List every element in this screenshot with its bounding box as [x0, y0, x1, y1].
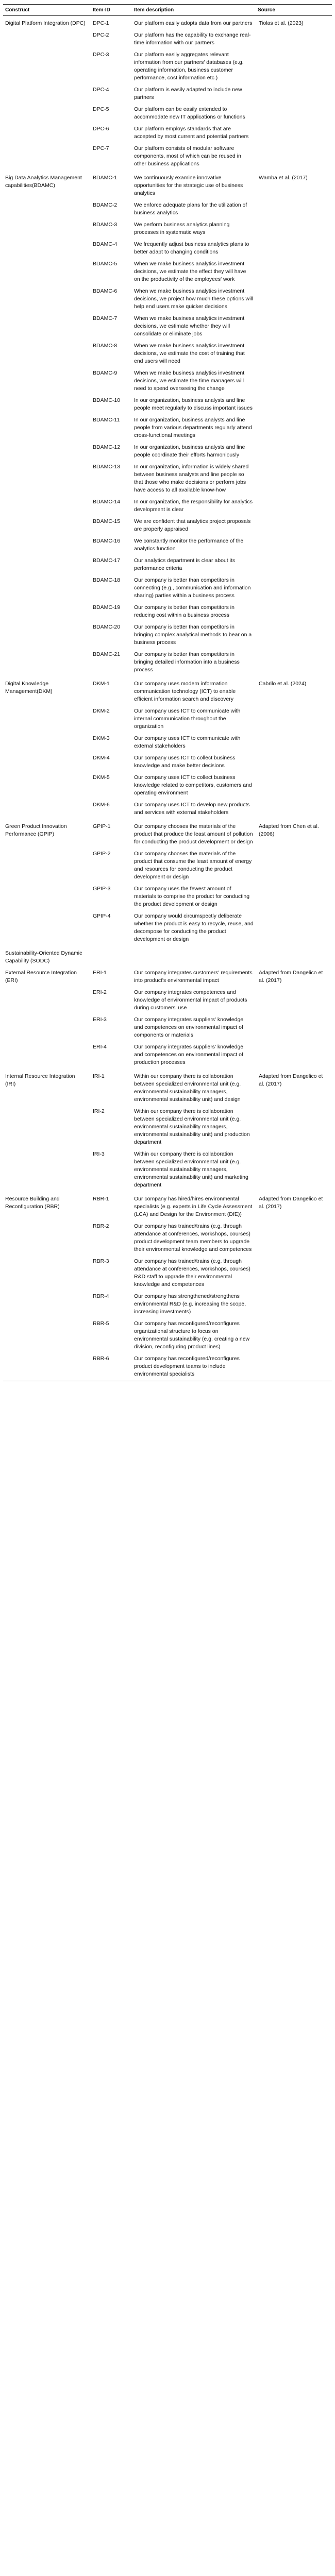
- construct-cell: [3, 1042, 91, 1069]
- item-description-cell: Our company uses ICT to communicate with internal communication throughout the organization: [134, 708, 241, 730]
- construct-cell: [3, 84, 91, 104]
- table-row: [3, 462, 332, 497]
- item-description-cell: Our company uses modern information communication technology (ICT) to enable efficient information search and discovery: [134, 681, 236, 702]
- item-id-cell: BDAMC-12: [93, 444, 121, 450]
- table-row: [3, 575, 332, 602]
- item-description-cell: We are confident that analytics project proposals are properly appraised: [134, 518, 251, 532]
- item-description-cell: Our company uses ICT to develop new products and services with external stakeholders: [134, 802, 250, 816]
- construct-cell: [3, 800, 91, 819]
- item-description-cell: Our company uses ICT to communicate with external stakeholders: [134, 735, 241, 749]
- item-id-cell: BDAMC-10: [93, 397, 121, 403]
- item-id-cell: DPC-1: [93, 20, 109, 26]
- header-construct: Construct: [3, 5, 91, 16]
- item-description-cell: Our company integrates customers' requirements into product's environmental impact: [134, 970, 253, 984]
- item-description-cell: Our platform can be easily extended to accommodate new IT applications or functions: [134, 106, 245, 120]
- item-description-cell: Our platform employs standards that are accepted by most current and potential partners: [134, 126, 249, 140]
- source-cell: [256, 1291, 332, 1318]
- item-id-cell: DPC-2: [93, 32, 109, 38]
- item-id-cell: GPIP-2: [93, 851, 111, 857]
- table-row: [3, 239, 332, 259]
- construct-cell: [3, 849, 91, 884]
- table-row: [3, 395, 332, 415]
- source-cell: [256, 1353, 332, 1381]
- table-row: [3, 1149, 332, 1192]
- item-id-cell: IRI-2: [93, 1108, 105, 1114]
- item-id-cell: BDAMC-6: [93, 288, 118, 294]
- item-description-cell: In our organization, business analysts and line people meet regularly to discuss important issues: [134, 397, 253, 411]
- construct-cell: [3, 497, 91, 516]
- header-item-description: Item description: [132, 5, 256, 16]
- table-row: [3, 313, 332, 341]
- table-row: [3, 1256, 332, 1291]
- source-cell: [256, 706, 332, 733]
- construct-cell: [3, 313, 91, 341]
- item-id-cell: ERI-1: [93, 970, 107, 976]
- item-id-cell: BDAMC-17: [93, 557, 121, 564]
- item-description-cell: In our organization, business analysts and line people coordinate their efforts harmoniously: [134, 444, 245, 458]
- construct-cell: [3, 219, 91, 239]
- construct-cell: [3, 1149, 91, 1192]
- table-row: [3, 16, 332, 30]
- item-description-cell: When we make business analytics investment decisions, we estimate the effect they will have on the productivity of the employees' work: [134, 261, 246, 282]
- table-row: [3, 200, 332, 219]
- construct-cell: [3, 239, 91, 259]
- construct-cell: [3, 415, 91, 442]
- source-cell: [256, 849, 332, 884]
- table-body: [3, 16, 332, 1381]
- item-id-cell: BDAMC-1: [93, 175, 118, 181]
- construct-cell: [3, 575, 91, 602]
- table-row: [3, 49, 332, 84]
- item-id-cell: ERI-2: [93, 989, 107, 995]
- table-row: [3, 849, 332, 884]
- table-row: [3, 753, 332, 772]
- source-cell: [256, 1221, 332, 1256]
- source-cell: [256, 987, 332, 1014]
- construct-cell: [3, 259, 91, 286]
- table-row: [3, 1192, 332, 1221]
- item-id-cell: RBR-6: [91, 1353, 132, 1381]
- item-id-cell: BDAMC-7: [93, 315, 118, 321]
- item-id-cell: RBR-1: [93, 1196, 109, 1202]
- source-cell: [256, 368, 332, 395]
- item-description-cell: Our company has hired/hires environmental specialists (e.g. experts in Life Cycle Assessment (LCA) and Design for the Environment (DfE)): [134, 1196, 253, 1217]
- measurement-items-table: [3, 4, 332, 1381]
- item-id-cell: GPIP-4: [93, 913, 111, 919]
- item-description-cell: Our platform easily aggregates relevant information from our partners' databases (e.g. operating information, business customer performance, cost information etc.): [134, 52, 244, 81]
- item-description-cell: Our company uses the fewest amount of materials to comprise the product for conducting the product development or design: [134, 886, 250, 907]
- item-id-cell: DKM-2: [93, 708, 110, 714]
- source-cell: Adapted from Dangelico et al. (2017): [259, 970, 323, 984]
- construct-cell: [3, 1291, 91, 1318]
- table-row: [3, 415, 332, 442]
- construct-cell: Green Product Innovation Performance (GPIP): [5, 823, 67, 837]
- item-id-cell: BDAMC-15: [93, 518, 121, 524]
- table-row: [3, 341, 332, 368]
- source-cell: [256, 259, 332, 286]
- source-cell: [256, 1256, 332, 1291]
- table-row: [3, 497, 332, 516]
- item-description-cell: Our company is better than competitors in bringing detailed information into a business process: [134, 651, 240, 673]
- item-description-cell: Our platform consists of modular software components, most of which can be reused in other business applications: [134, 145, 241, 167]
- header-item-id: Item-ID: [91, 5, 132, 16]
- source-cell: [256, 772, 332, 800]
- source-cell: [256, 124, 332, 143]
- item-description-cell: Our company uses ICT to collect business knowledge related to competitors, customers and operating environment: [134, 774, 252, 796]
- item-description-cell: We perform business analytics planning processes in systematic ways: [134, 222, 230, 235]
- source-cell: [256, 602, 332, 622]
- table-row: [3, 286, 332, 313]
- table-row: [3, 1353, 332, 1381]
- table-row: [3, 1014, 332, 1042]
- construct-cell: [3, 1318, 91, 1353]
- item-id-cell: BDAMC-13: [93, 464, 121, 470]
- table-row: [3, 555, 332, 575]
- item-id-cell: DPC-5: [93, 106, 109, 112]
- construct-cell: [3, 49, 91, 84]
- table-header-row: [3, 5, 332, 16]
- item-description-cell: Our company is better than competitors in bringing complex analytical methods to bear on a business process: [134, 624, 252, 646]
- source-cell: [256, 946, 332, 968]
- source-cell: [256, 462, 332, 497]
- item-id-cell: DPC-6: [93, 126, 109, 132]
- source-cell: [256, 516, 332, 536]
- construct-cell: [3, 462, 91, 497]
- source-cell: [256, 30, 332, 49]
- source-cell: [256, 341, 332, 368]
- item-id-cell: IRI-3: [93, 1151, 105, 1157]
- table-row: [3, 442, 332, 462]
- item-id-cell: BDAMC-3: [93, 222, 118, 228]
- source-cell: [256, 884, 332, 911]
- item-description-cell: In our organization, the responsibility for analytics development is clear: [134, 499, 253, 513]
- construct-cell: [3, 368, 91, 395]
- table-row: [3, 676, 332, 706]
- item-id-cell: RBR-2: [93, 1223, 109, 1229]
- source-cell: [256, 1042, 332, 1069]
- item-id-cell: GPIP-1: [93, 823, 111, 829]
- item-description-cell: Our company has strengthened/strengthens environmental R&D (e.g. increasing the scope, increasing investments): [134, 1293, 246, 1315]
- item-id-cell: BDAMC-8: [93, 343, 118, 349]
- item-id-cell: DKM-4: [93, 755, 110, 761]
- header-source: Source: [256, 5, 332, 16]
- table-row: [3, 30, 332, 49]
- item-description-cell: Our company has reconfigured/reconfigures product development teams to include environmental specialists: [132, 1353, 256, 1381]
- item-id-cell: BDAMC-19: [93, 604, 121, 611]
- table-header: [3, 5, 332, 16]
- table-row: [3, 622, 332, 649]
- construct-cell: [3, 622, 91, 649]
- construct-cell: [3, 341, 91, 368]
- item-id-cell: BDAMC-14: [93, 499, 121, 505]
- construct-cell: [3, 602, 91, 622]
- construct-cell: Resource Building and Reconfiguration (RBR): [5, 1196, 60, 1210]
- item-description-cell: We frequently adjust business analytics plans to better adapt to changing conditions: [134, 241, 249, 255]
- item-id-cell: BDAMC-16: [93, 538, 121, 544]
- item-id-cell: IRI-1: [93, 1073, 105, 1079]
- source-cell: Adapted from Chen et al. (2006): [259, 823, 319, 837]
- item-description-cell: Our platform easily adopts data from our partners: [134, 20, 253, 26]
- construct-cell: [3, 1014, 91, 1042]
- item-id-cell: BDAMC-11: [93, 417, 120, 423]
- source-cell: Adapted from Dangelico et al. (2017): [259, 1073, 323, 1087]
- table-row: [3, 602, 332, 622]
- item-description-cell: Our company uses ICT to collect business knowledge and make better decisions: [134, 755, 236, 769]
- item-description-cell: Our company chooses the materials of the product that produce the least amount of pollution for conducting the product development or design: [134, 823, 253, 845]
- construct-cell: [3, 987, 91, 1014]
- source-cell: [256, 1106, 332, 1149]
- item-description-cell: When we make business analytics investment decisions, we estimate the cost of training that end users will need: [134, 343, 245, 364]
- item-description-cell: [132, 946, 256, 968]
- source-cell: [256, 536, 332, 555]
- table-row: [3, 1106, 332, 1149]
- construct-cell: [3, 1256, 91, 1291]
- item-id-cell: DPC-7: [93, 145, 109, 151]
- construct-cell: [3, 200, 91, 219]
- construct-cell: [3, 649, 91, 676]
- item-id-cell: DKM-1: [93, 681, 110, 687]
- table-row: [3, 368, 332, 395]
- item-id-cell: ERI-3: [93, 1016, 107, 1023]
- table-row: [3, 124, 332, 143]
- source-cell: [256, 49, 332, 84]
- item-description-cell: We constantly monitor the performance of the analytics function: [134, 538, 244, 552]
- table-row: [3, 219, 332, 239]
- item-id-cell: [91, 946, 132, 968]
- table-row: [3, 884, 332, 911]
- item-description-cell: When we make business analytics investment decisions, we project how much these options will help end users make quicker decisions: [134, 288, 254, 310]
- source-cell: [256, 395, 332, 415]
- construct-cell: [3, 753, 91, 772]
- construct-cell: [3, 1221, 91, 1256]
- construct-cell: Digital Platform Integration (DPC): [5, 20, 86, 26]
- source-cell: [256, 753, 332, 772]
- item-description-cell: Our platform has the capability to exchange real-time information with our partners: [134, 32, 251, 46]
- item-id-cell: BDAMC-4: [93, 241, 118, 247]
- source-cell: [256, 911, 332, 946]
- source-cell: [256, 733, 332, 753]
- source-cell: [256, 104, 332, 124]
- item-id-cell: BDAMC-20: [93, 624, 121, 630]
- construct-cell: [3, 143, 91, 171]
- construct-cell: [3, 124, 91, 143]
- item-description-cell: Our company has reconfigured/reconfigures organizational structure to focus on environmental sustainability (e.g. creating a new division, reconfiguring product lines): [134, 1320, 250, 1350]
- item-description-cell: Within our company there is collaboration between specialized environmental unit (e.g. environmental sustainability managers, environmental sustainability unit) and marketing department: [134, 1151, 248, 1188]
- construct-cell: [3, 442, 91, 462]
- item-id-cell: DKM-3: [93, 735, 110, 741]
- table-row: [3, 772, 332, 800]
- construct-cell: [3, 286, 91, 313]
- source-cell: Wamba et al. (2017): [259, 175, 308, 181]
- construct-cell: [3, 911, 91, 946]
- item-id-cell: BDAMC-5: [93, 261, 118, 267]
- table-row: [3, 706, 332, 733]
- item-description-cell: Our platform is easily adapted to include new partners: [134, 87, 242, 100]
- construct-cell: [3, 104, 91, 124]
- item-id-cell: GPIP-3: [93, 886, 111, 892]
- item-description-cell: We continuously examine innovative opportunities for the strategic use of business analytics: [134, 175, 243, 196]
- item-id-cell: BDAMC-2: [93, 202, 118, 208]
- construct-cell: Big Data Analytics Management capabilities(BDAMC): [5, 175, 82, 189]
- source-cell: Cabrilo et al. (2024): [259, 681, 307, 687]
- source-cell: [256, 286, 332, 313]
- item-description-cell: Our company integrates competences and knowledge of environmental impact of products during customers' use: [134, 989, 247, 1011]
- source-cell: [256, 313, 332, 341]
- item-description-cell: Our company chooses the materials of the product that consume the least amount of energy and resources for conducting the product development or design: [134, 851, 252, 880]
- construct-cell: [3, 706, 91, 733]
- table-row: [3, 84, 332, 104]
- source-cell: [256, 84, 332, 104]
- source-cell: [256, 497, 332, 516]
- table-row: [3, 987, 332, 1014]
- item-description-cell: Our company integrates suppliers' knowledge and competences on environmental impact of components or materials: [134, 1016, 244, 1038]
- table-row: [3, 968, 332, 987]
- source-cell: [256, 800, 332, 819]
- item-description-cell: Our analytics department is clear about its performance criteria: [134, 557, 236, 571]
- source-cell: [256, 575, 332, 602]
- item-id-cell: DKM-6: [93, 802, 110, 808]
- item-description-cell: Our company has trained/trains (e.g. through attendance at conferences, workshops, courses) R&D staff to upgrade their environmental knowledge and competences: [134, 1258, 250, 1287]
- item-description-cell: Our company has trained/trains (e.g. through attendance at conferences, workshops, courses) product development team members to upgrade their environmental knowledge and competences: [134, 1223, 252, 1252]
- table-row: [3, 1069, 332, 1106]
- item-id-cell: RBR-3: [93, 1258, 109, 1264]
- item-description-cell: When we make business analytics investment decisions, we estimate the time managers will need to spend overseeing the change: [134, 370, 245, 392]
- source-cell: [256, 1318, 332, 1353]
- source-cell: [256, 622, 332, 649]
- source-cell: [256, 415, 332, 442]
- source-cell: Tiolas et al. (2023): [259, 20, 304, 26]
- item-description-cell: When we make business analytics investment decisions, we estimate whether they will consolidate or eliminate jobs: [134, 315, 245, 337]
- table-row: [3, 946, 332, 968]
- construct-cell: [3, 30, 91, 49]
- table-row: [3, 143, 332, 171]
- table-row: [3, 649, 332, 676]
- construct-cell: Digital Knowledge Management(DKM): [5, 681, 53, 694]
- construct-cell: [3, 772, 91, 800]
- source-cell: [256, 219, 332, 239]
- item-id-cell: RBR-5: [93, 1320, 109, 1327]
- table-row: [3, 1221, 332, 1256]
- item-description-cell: In our organization, information is widely shared between business analysts and line people so that those who make decisions or perform jobs have access to all available know-how: [134, 464, 249, 493]
- construct-cell: Sustainability-Oriented Dynamic Capability (SODC): [5, 950, 82, 964]
- table-row: [3, 800, 332, 819]
- item-description-cell: Our company would circumspectly deliberate whether the product is easy to recycle, reuse, and decompose for conducting the product development or design: [134, 913, 254, 942]
- construct-cell: Internal Resource Integration (IRI): [5, 1073, 75, 1087]
- source-cell: [256, 649, 332, 676]
- source-cell: [256, 200, 332, 219]
- item-description-cell: Our company is better than competitors in connecting (e.g., communication and information sharing) parties within a business process: [134, 577, 251, 599]
- construct-cell: External Resource Integration (ERI): [5, 970, 77, 984]
- construct-cell: [3, 1106, 91, 1149]
- construct-cell: [3, 516, 91, 536]
- source-cell: [256, 442, 332, 462]
- item-description-cell: Within our company there is collaboration between specialized environmental unit (e.g. environmental sustainability managers, environmental sustainability unit) and design: [134, 1073, 241, 1103]
- table-row: [3, 819, 332, 849]
- source-cell: [256, 1149, 332, 1192]
- item-description-cell: Within our company there is collaboration between specialized environmental unit (e.g. environmental sustainability managers, environmental sustainability unit) and production department: [134, 1108, 250, 1145]
- table-row: [3, 171, 332, 200]
- construct-cell: [3, 884, 91, 911]
- table-row: [3, 259, 332, 286]
- item-description-cell: Our company integrates suppliers' knowledge and competences on environmental impact of production processes: [134, 1044, 244, 1065]
- item-description-cell: In our organization, business analysts and line people from various departments regularly attend cross-functional meetings: [134, 417, 252, 438]
- item-description-cell: Our company is better than competitors in reducing cost within a business process: [134, 604, 234, 618]
- source-cell: [256, 555, 332, 575]
- item-id-cell: BDAMC-9: [93, 370, 118, 376]
- item-id-cell: RBR-4: [93, 1293, 109, 1299]
- construct-cell: [3, 395, 91, 415]
- item-id-cell: DPC-4: [93, 87, 109, 93]
- item-id-cell: ERI-4: [93, 1044, 107, 1050]
- source-cell: [256, 1014, 332, 1042]
- item-id-cell: BDAMC-18: [93, 577, 121, 583]
- construct-cell: [3, 733, 91, 753]
- construct-cell: [3, 536, 91, 555]
- construct-cell: [3, 1353, 91, 1381]
- table-row: [3, 104, 332, 124]
- table-row: [3, 1318, 332, 1353]
- construct-cell: [3, 555, 91, 575]
- item-id-cell: DPC-3: [93, 52, 109, 58]
- table-row: [3, 733, 332, 753]
- item-description-cell: We enforce adequate plans for the utilization of business analytics: [134, 202, 247, 216]
- table-row: [3, 516, 332, 536]
- table-row: [3, 1042, 332, 1069]
- source-cell: [256, 239, 332, 259]
- table-row: [3, 536, 332, 555]
- item-id-cell: DKM-5: [93, 774, 110, 781]
- source-cell: [256, 143, 332, 171]
- source-cell: Adapted from Dangelico et al. (2017): [259, 1196, 323, 1210]
- item-id-cell: BDAMC-21: [93, 651, 121, 657]
- table-row: [3, 911, 332, 946]
- table-row: [3, 1291, 332, 1318]
